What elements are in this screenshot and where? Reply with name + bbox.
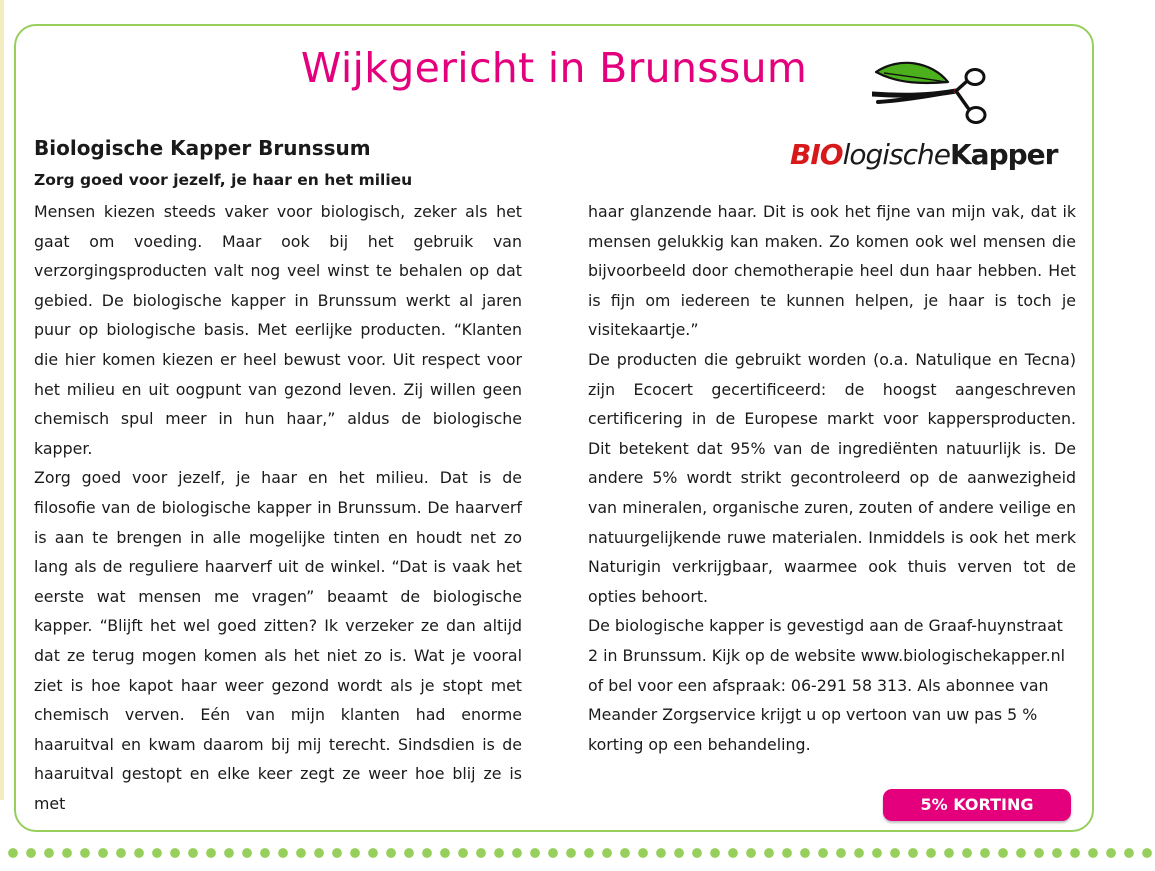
paragraph: De producten die gebruikt worden (o.a. Natulique en Tecna) zijn Ecocert gecertificeerd: de hoogst aangeschreven certificering in de Europese markt voor kappersproducten. Dit betekent dat 95% van de ingrediënten natuurlijk is. De andere 5% wordt strikt gecontroleerd op de aanwezigheid van mineralen, organische zuren, zouten of andere veilige en natuurgelijkende ruwe materialen. Inmiddels is ook het merk Naturigin verkrijgbaar, waarmee ook thuis verven tot de opties behoort. (588, 349, 1076, 606)
paragraph-contact: De biologische kapper is gevestigd aan de Graaf-huynstraat 2 in Brunssum. Kijk op de website www.biologischekapper.nl of bel voor een afspraak: 06-291 58 313. Als abonnee van Meander Zorgservice krijgt u op vertoon van uw pas 5 % korting op een behandeling. (588, 616, 1066, 754)
left-column (34, 197, 522, 818)
article-subheading: Zorg goed voor jezelf, je haar en het milieu (34, 171, 413, 189)
right-column (588, 197, 1076, 759)
brand-logo (790, 58, 1080, 178)
logo-logische: logische (842, 138, 950, 171)
logo-wordmark (790, 138, 1057, 172)
scissors-leaf-icon (872, 58, 992, 133)
logo-bio: BIO (790, 138, 843, 171)
left-edge-strip (0, 0, 4, 800)
paragraph: haar glanzende haar. Dit is ook het fijne van mijn vak, dat ik mensen gelukkig kan maken. Zo komen ook wel mensen die bijvoorbeeld door chemotherapie heel dun haar hebben. Het is fijn om iedereen te kunnen helpen, je haar is toch je visitekaartje.” (588, 202, 1076, 340)
page-title: Wijkgericht in Brunssum (300, 44, 808, 92)
article-heading: Biologische Kapper Brunssum (34, 136, 371, 160)
logo-kapper: Kapper (949, 138, 1058, 171)
paragraph: Mensen kiezen steeds vaker voor biologisch, zeker als het gaat om voeding. Maar ook bij het gebruik van verzorgingsproducten valt nog veel winst te behalen op dat gebied. De biologische kapper in Brunssum werkt al jaren puur op biologische basis. Met eerlijke producten. “Klanten die hier komen kiezen er heel bewust voor. Uit respect voor het milieu en uit oogpunt van gezond leven. Zij willen geen chemisch spul meer in hun haar,” aldus de biologische kapper. (34, 202, 522, 458)
discount-badge: 5% KORTING (883, 789, 1071, 821)
dotted-divider (4, 847, 1154, 859)
paragraph: Zorg goed voor jezelf, je haar en het milieu. Dat is de filosofie van de biologische kapper in Brunssum. De haarverf is aan te brengen in alle mogelijke tinten en houdt net zo lang als de reguliere haarverf uit de winkel. “Dat is vaak het eerste wat mensen me vragen” beaamt de biologische kapper. “Blijft het wel goed zitten? Ik verzeker ze dan altijd dat ze terug mogen komen als het niet zo is. Wat je vooral ziet is hoe kapot haar weer gezond wordt als je stopt met chemisch verven. Eén van mijn klanten had enorme haaruitval en kwam daarom bij mij terecht. Sindsdien is de haaruitval gestopt en elke keer zegt ze weer hoe blij ze is met (34, 468, 522, 813)
